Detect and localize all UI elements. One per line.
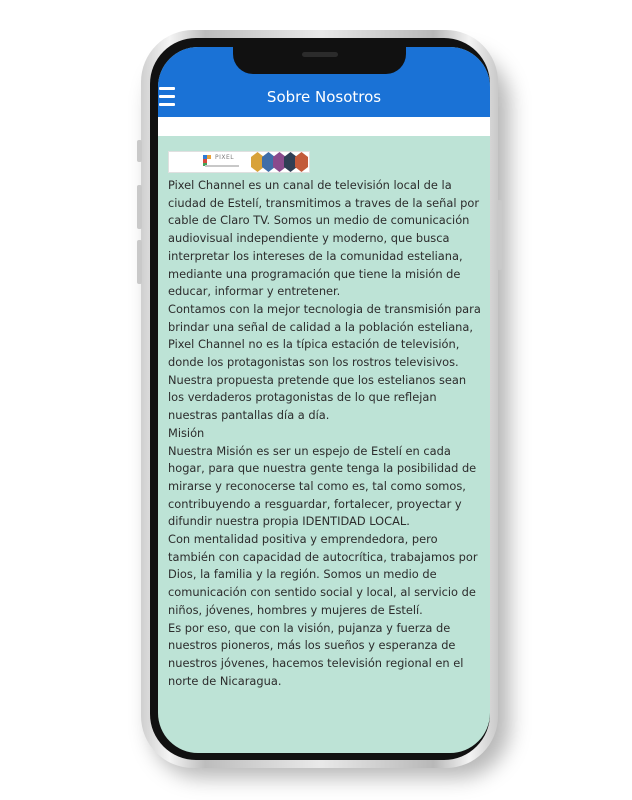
about-paragraph-intro: Pixel Channel es un canal de televisión local de la ciudad de Estelí, transmitimos a traves de la señal por cable de Claro TV. Somos un medio de comunicación audiovisual independiente y moderno, que busca interpretar los intereses de la comunidad esteliana, mediante una programación que tiene la misión de educar, informar y entretener.: [168, 178, 480, 299]
power-button: [497, 200, 502, 270]
about-content: [168, 151, 484, 690]
about-paragraph-mision: Nuestra Misión es ser un espejo de Estelí en cada hogar, para que nuestra gente tenga la posibilidad de mirarse y reconocerse tal como es, tal como somos, contribuyendo a resguardar, fortalecer, proyectar y difundir nuestra propia IDENTIDAD LOCAL.: [168, 443, 477, 529]
phone-screen: [158, 47, 490, 753]
about-paragraph-technology: Contamos con la mejor tecnologia de transmisión para brindar una señal de calidad a la población esteliana, Pixel Channel no es la típica estación de televisión, donde los protagonistas son los rostros televisivos. Nuestra propuesta pretende que los estelianos sean los verdaderos protagonistas de lo que reflejan nuestras pantallas día a día.: [168, 301, 481, 423]
section-heading-mision: Misión: [168, 425, 205, 440]
page-title: Sobre Nosotros: [266, 88, 382, 106]
about-paragraph-vision: Es por eso, que con la visión, pujanza y fuerza de nuestros pioneros, más los sueños y esperanza de nuestros jóvenes, hacemos televisión regional en el norte de Nicaragua.: [168, 620, 464, 688]
mute-switch: [137, 140, 142, 162]
earpiece-speaker: [302, 52, 338, 57]
collage-hexagon: [295, 152, 308, 172]
about-paragraph-values: Con mentalidad positiva y emprendedora, pero también con capacidad de autocrítica, trabajamos por Dios, la familia y la región. Somos un medio de comunicación con sentido social y local, al servicio de niños, jóvenes, hombres y mujeres de Estelí.: [168, 532, 478, 617]
pixel-channel-banner: [168, 151, 310, 173]
volume-down-button: [137, 240, 142, 284]
volume-up-button: [137, 185, 142, 229]
header-divider: [158, 117, 490, 136]
banner-tagline: [205, 165, 239, 167]
banner-brand: PIXEL: [215, 154, 235, 161]
